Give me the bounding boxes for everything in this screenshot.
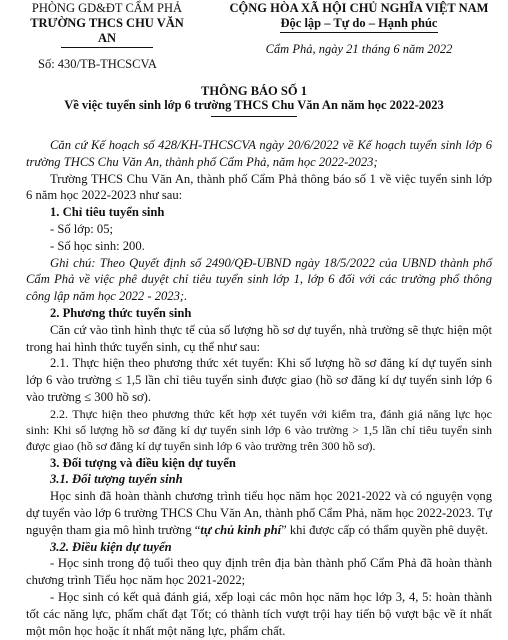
section-2-paragraph-1: Căn cứ vào tình hình thực tế của số lượng hồ sơ dự tuyển, nhà trường sẽ thực hiện một trong hai hình thức tuyển sinh, cụ thể như sau: bbox=[26, 322, 492, 354]
basis-paragraph: Căn cứ Kế hoạch số 428/KH-THCSCVA ngày 20/6/2022 về Kế hoạch tuyển sinh lớp 6 trường THCS Chu Văn An, thành phố Cẩm Phả, năm học 2022-2023; bbox=[26, 138, 492, 169]
document-subtitle: Về việc tuyển sinh lớp 6 trường THCS Chu Văn An năm học 2022-2023 bbox=[64, 98, 444, 112]
place-date: Cẩm Phả, ngày 21 tháng 6 năm 2022 bbox=[265, 42, 453, 56]
section-3-1-tail: ” khi được cấp có thẩm quyền phê duyệt. bbox=[281, 522, 488, 537]
section-2-paragraph-2: 2.1. Thực hiện theo phương thức xét tuyển: Khi số lượng hồ sơ đăng kí dự tuyển sinh lớp 6 vào trường ≤ 1,5 lần chỉ tiêu tuyển sinh được giao (hồ sơ đăng kí dự tuyển sinh lớp 6 vào trường ≤ 300 hồ sơ). bbox=[26, 356, 492, 404]
national-motto: Độc lập – Tự do – Hạnh phúc bbox=[280, 16, 438, 30]
intro-paragraph: Trường THCS Chu Văn An, thành phố Cẩm Phả thông báo số 1 về việc tuyển sinh lớp 6 năm học 2022-2023 như sau: bbox=[26, 171, 492, 203]
section-3-2-heading: 3.2. Điều kiện dự tuyển bbox=[50, 539, 172, 554]
section-2-heading: 2. Phương thức tuyển sinh bbox=[50, 305, 192, 320]
section-3-1-emphasis: tự chủ kinh phí bbox=[200, 522, 282, 537]
document-header bbox=[0, 0, 508, 71]
national-motto-block bbox=[218, 1, 500, 57]
section-3-2-item-1: - Học sinh trong độ tuổi theo quy định trên địa bàn thành phố Cẩm Phả đã hoàn thành chương trình Tiểu học năm học 2021-2022; bbox=[26, 556, 492, 588]
section-1-note: Ghi chú: Theo Quyết định số 2490/QĐ-UBND ngày 18/5/2022 của UBND thành phố Cẩm Phả về việc phê duyệt chỉ tiêu tuyển sinh lớp 1, lớp 6 đối với các trường phổ thông công lập năm học 2022 - 2023;. bbox=[26, 255, 492, 304]
document-number: Số: 430/TB-THCSCVA bbox=[38, 57, 157, 71]
section-1-heading: 1. Chỉ tiêu tuyển sinh bbox=[50, 205, 165, 220]
department-name: PHÒNG GD&ĐT CẨM PHẢ bbox=[31, 1, 183, 15]
section-1-item-students: - Số học sinh: 200. bbox=[50, 238, 145, 253]
document-title: THÔNG BÁO SỐ 1 bbox=[201, 84, 307, 98]
section-1-item-classes: - Số lớp: 05; bbox=[50, 221, 113, 236]
section-2-paragraph-3: 2.2. Thực hiện theo phương thức kết hợp xét tuyển với kiểm tra, đánh giá năng lực học sinh: Khi số lượng hồ sơ đăng kí dự tuyển sinh lớp 6 vào trường > 1,5 lần chỉ tiêu tuyển sinh được giao (hồ sơ đăng kí dự tuyển sinh lớp 6 vào trường trên 300 hồ sơ). bbox=[26, 406, 492, 454]
issuing-agency-block bbox=[22, 1, 192, 72]
document-body bbox=[26, 137, 492, 639]
section-3-1-text: Học sinh đã hoàn thành chương trình tiểu học năm học 2021-2022 và có nguyện vọng dự tuyển vào lớp 6 trường THCS Chu Văn An, thành phố Cẩm Phả, năm học 2022-2023. Tự nguyện tham gia mô hình trường “ bbox=[26, 489, 492, 537]
agency-underline bbox=[61, 47, 153, 48]
motto-underline bbox=[280, 32, 438, 33]
section-3-heading: 3. Đối tượng và điều kiện dự tuyển bbox=[50, 455, 236, 470]
section-3-2-item-2: - Học sinh có kết quả đánh giá, xếp loại các môn học năm học lớp 3, 4, 5: hoàn thành tốt các năng lực, phẩm chất đạt Tốt; có thành tích vượt trội hay tiến bộ vượt bậc về ít nhất một môn học hoặc ít nhất một năng lực, phẩm chất. bbox=[26, 590, 492, 638]
section-3-1-paragraph bbox=[26, 488, 492, 538]
school-name: TRƯỜNG THCS CHU VĂN AN bbox=[30, 16, 184, 45]
nation-name: CỘNG HÒA XÃ HỘI CHỦ NGHĨA VIỆT NAM bbox=[229, 1, 489, 15]
title-underline bbox=[211, 116, 297, 117]
section-3-1-heading: 3.1. Đối tượng tuyển sinh bbox=[50, 472, 183, 487]
